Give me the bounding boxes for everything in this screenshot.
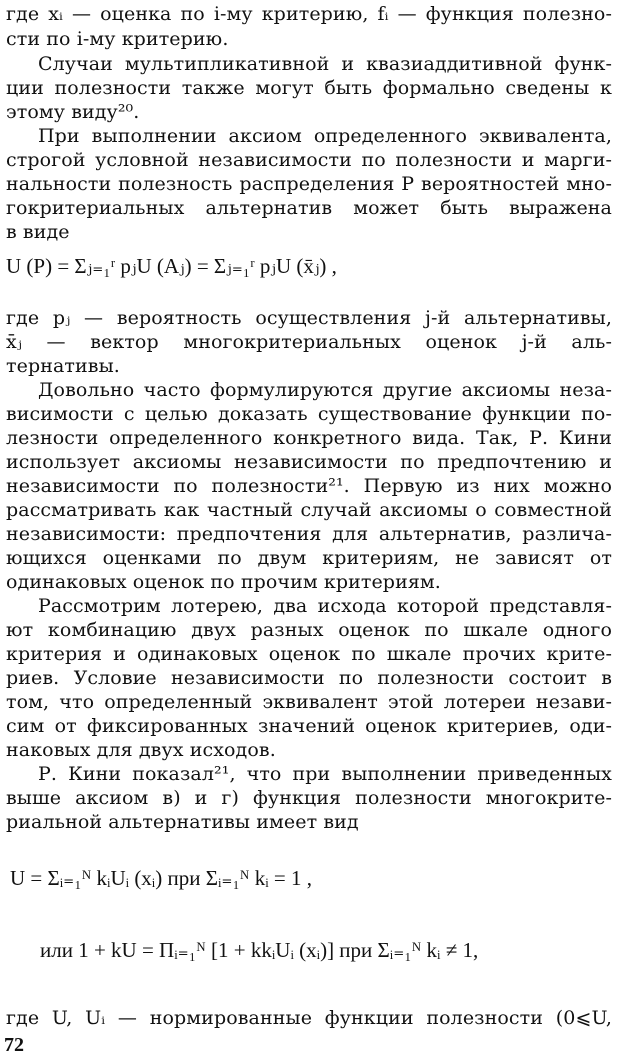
text-line: Случаи мультипликативной и квазиаддитивной функ- xyxy=(38,53,612,75)
text-line: одинаковых оценок по прочим критериям. xyxy=(6,571,441,593)
text-line: ют комбинацию двух разных оценок по шкале одного xyxy=(6,619,612,641)
text-line: ющихся оценками по двум критериям, не зависят от xyxy=(6,547,612,569)
text-line: где xᵢ — оценка по i-му критерию, fᵢ — функция полезно- xyxy=(6,3,612,25)
text-line: Рассмотрим лотерею, два исхода которой представля- xyxy=(38,595,612,617)
text-line: ции полезности также могут быть формально сведены к xyxy=(6,77,612,99)
text-line: независимости: предпочтения для альтернатив, различа- xyxy=(6,523,612,545)
text-line: сим от фиксированных значений оценок критериев, оди- xyxy=(6,715,612,737)
text-line: этому виду²⁰. xyxy=(6,101,140,123)
text-line: том, что определенный эквивалент этой лотереи незави- xyxy=(6,691,612,713)
text-line: где U, Uᵢ — нормированные функции полезности (0⩽U, xyxy=(6,1007,612,1029)
text-line: выше аксиом в) и г) функция полезности многокрите- xyxy=(6,787,612,809)
text-line: риев. Условие независимости по полезности состоит в xyxy=(6,667,612,689)
text-line: рассматривать как частный случай аксиомы о совместной xyxy=(6,499,612,521)
text-line: лезности определенного конкретного вида. Так, Р. Кини xyxy=(6,427,612,449)
page-number: 72 xyxy=(4,1034,24,1056)
text-line: тернативы. xyxy=(6,355,120,377)
text-line: независимости по полезности²¹. Первую из них можно xyxy=(6,475,612,497)
formula-multiplicative-utility: или 1 + kU = Πᵢ₌₁ᴺ [1 + kkᵢUᵢ (xᵢ)] при Σᵢ₌₁ᴺ kᵢ ≠ 1, xyxy=(40,938,479,962)
text-line: строгой условной независимости по полезности и марги- xyxy=(6,149,612,171)
text-line: x̄ⱼ — вектор многокритериальных оценок j-й аль- xyxy=(6,331,612,353)
formula-additive-utility: U = Σᵢ₌₁ᴺ kᵢUᵢ (xᵢ) при Σᵢ₌₁ᴺ kᵢ = 1 , xyxy=(10,866,313,890)
text-line: нальности полезность распределения P вероятностей мно- xyxy=(6,173,612,195)
text-line: использует аксиомы независимости по предпочтению и xyxy=(6,451,612,473)
text-line: При выполнении аксиом определенного эквивалента, xyxy=(38,125,612,147)
text-line: критерия и одинаковых оценок по шкале прочих крите- xyxy=(6,643,612,665)
text-line: сти по i-му критерию. xyxy=(6,28,229,50)
text-line: Довольно часто формулируются другие аксиомы неза- xyxy=(38,379,612,401)
text-line: где pⱼ — вероятность осуществления j-й альтернативы, xyxy=(6,307,612,329)
text-line: в виде xyxy=(6,221,70,243)
formula-expected-utility: U (P) = Σⱼ₌₁ʳ pⱼU (Aⱼ) = Σⱼ₌₁ʳ pⱼU (x̄ⱼ) , xyxy=(6,254,337,278)
text-line: гокритериальных альтернатив может быть выражена xyxy=(6,197,612,219)
text-line: висимости с целью доказать существование функции по- xyxy=(6,403,612,425)
text-line: наковых для двух исходов. xyxy=(6,739,276,761)
text-line: риальной альтернативы имеет вид xyxy=(6,811,359,833)
text-line: Р. Кини показал²¹, что при выполнении приведенных xyxy=(38,763,612,785)
